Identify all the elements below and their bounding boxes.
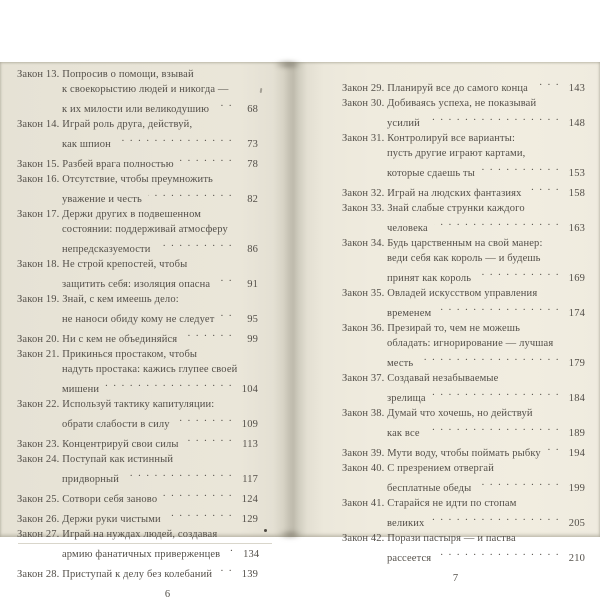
toc-entry: [342, 96, 585, 131]
entry-title-text: непредсказуемости: [62, 244, 151, 255]
toc-line: [17, 377, 258, 397]
entry-title-text: надуть простака: кажись глупее своей: [62, 364, 238, 375]
dot-leader: [220, 307, 233, 322]
law-label: Закон 42.: [342, 533, 388, 544]
dot-leader: [215, 97, 233, 112]
toc-entry: [17, 327, 258, 347]
toc-line: [17, 222, 258, 237]
entry-title-text: зрелища: [387, 393, 426, 404]
toc-line: [342, 336, 585, 351]
dot-leader: [432, 386, 560, 401]
dot-leader: [163, 487, 233, 502]
entry-title-text: С презрением отвергай: [387, 463, 494, 474]
entry-title-text: Прикинься простаком, чтобы: [62, 349, 198, 360]
entry-title-text: мишени: [62, 384, 100, 395]
spine-bottom-shadow: [278, 530, 302, 539]
toc-line: [342, 476, 585, 496]
page-ref: 124: [241, 494, 258, 505]
toc-line: [17, 347, 258, 362]
toc-line: [342, 546, 585, 566]
toc-entry: [342, 236, 585, 286]
toc-line: [17, 117, 258, 132]
toc-line: [17, 67, 258, 82]
entry-title-text: месть: [387, 358, 414, 369]
toc-line: [342, 111, 585, 131]
law-label: Закон 16.: [17, 174, 63, 185]
law-label: Закон 35.: [342, 288, 388, 299]
toc-entry: [342, 201, 585, 236]
toc-line: [17, 397, 258, 412]
entry-title-text: великих: [387, 518, 425, 529]
law-label: Закон 22.: [17, 399, 63, 410]
toc-line: [342, 286, 585, 301]
law-label: Закон 41.: [342, 498, 388, 509]
entry-title-text: уважение и честь: [62, 194, 142, 205]
dot-leader: [437, 301, 560, 316]
entry-title-text: обладать: игнорирование — лучшая: [387, 338, 554, 349]
page-ref: 169: [568, 273, 585, 284]
toc-entry: [342, 531, 585, 566]
toc-line: [17, 187, 258, 207]
toc-line: [342, 511, 585, 531]
entry-title-text: Добиваясь успеха, не показывай: [387, 98, 537, 109]
dot-leader: [105, 377, 233, 392]
page-ref: 179: [568, 358, 585, 369]
toc-line: [17, 452, 258, 467]
toc-line: [342, 96, 585, 111]
entry-title-text: к своекорыстию людей и никогда —: [62, 84, 229, 95]
dot-leader: [180, 152, 233, 167]
toc-line: [342, 216, 585, 236]
page-ref: 184: [568, 393, 585, 404]
toc-line: [342, 146, 585, 161]
law-label: Закон 33.: [342, 203, 388, 214]
page-ref: 174: [568, 308, 585, 319]
page-ref: 86: [247, 244, 258, 255]
toc-line: [17, 172, 258, 187]
toc-entry: [342, 181, 585, 201]
toc-line: [342, 181, 585, 201]
page-ref: 129: [241, 514, 258, 525]
toc-line: [17, 257, 258, 272]
law-label: Закон 32.: [342, 188, 388, 199]
page-ref: 109: [241, 419, 258, 430]
toc-entry: [342, 406, 585, 441]
law-label: Закон 38.: [342, 408, 388, 419]
toc-line: [17, 307, 258, 327]
left-page-toc: [17, 67, 258, 582]
law-label: Закон 13.: [17, 69, 63, 80]
dot-leader: [167, 507, 233, 522]
toc-line: [342, 421, 585, 441]
page-ref: 163: [568, 223, 585, 234]
page-ref: 78: [247, 159, 258, 170]
page-ref: 104: [241, 384, 258, 395]
toc-line: [17, 507, 258, 527]
dot-leader: [477, 266, 560, 281]
entry-title-text: усилий: [387, 118, 420, 129]
toc-entry: [342, 461, 585, 496]
page-ref: 210: [568, 553, 585, 564]
law-label: Закон 21.: [17, 349, 63, 360]
page-ref: 95: [247, 314, 258, 325]
entry-title-text: Мути воду, чтобы поймать рыбку: [387, 448, 541, 459]
entry-title-text: Играй на людских фантазиях: [387, 188, 522, 199]
entry-title-text: Старайся не идти по стопам: [387, 498, 517, 509]
toc-entry: [17, 397, 258, 432]
page-ref: 194: [568, 448, 585, 459]
entry-title-text: Знай, с кем имеешь дело:: [62, 294, 179, 305]
page-ref: 158: [568, 188, 585, 199]
entry-title-text: веди себя как король — и будешь: [387, 253, 541, 264]
toc-entry: [17, 257, 258, 292]
toc-entry: [17, 347, 258, 397]
toc-line: [17, 527, 258, 542]
toc-entry: [17, 207, 258, 257]
dot-leader: [434, 216, 560, 231]
entry-title-text: Играй роль друга, действуй,: [62, 119, 193, 130]
toc-entry: [342, 496, 585, 531]
toc-line: [342, 441, 585, 461]
page-ref: 189: [568, 428, 585, 439]
law-label: Закон 25.: [17, 494, 63, 505]
entry-title-text: Попросив о помощи, взывай: [62, 69, 194, 80]
entry-title-text: Презирай то, чем не можешь: [387, 323, 521, 334]
entry-title-text: принят как король: [387, 273, 472, 284]
entry-title-text: Играй на нуждах людей, создавая: [62, 529, 218, 540]
entry-title-text: Поступай как истинный: [62, 454, 174, 465]
dot-leader: [218, 562, 233, 577]
entry-title-text: Думай что хочешь, но действуй: [387, 408, 533, 419]
page-ref: 199: [568, 483, 585, 494]
page-ref: 73: [247, 139, 258, 150]
toc-entry: [342, 371, 585, 406]
toc-line: [342, 351, 585, 371]
entry-title-text: Контролируй все варианты:: [387, 133, 516, 144]
dot-leader: [185, 432, 233, 447]
entry-title-text: Не строй крепостей, чтобы: [62, 259, 188, 270]
toc-line: [17, 432, 258, 452]
entry-title-text: Ни с кем не объединяйся: [62, 334, 178, 345]
law-label: Закон 36.: [342, 323, 388, 334]
entry-title-text: временем: [387, 308, 432, 319]
toc-line: [342, 531, 585, 546]
entry-title-text: Держи других в подвешенном: [62, 209, 202, 220]
toc-entry: [17, 527, 258, 562]
dot-leader: [419, 351, 560, 366]
page-ref: 205: [568, 518, 585, 529]
toc-entry: [17, 562, 258, 582]
toc-line: [342, 496, 585, 511]
entry-title-text: обрати слабости в силу: [62, 419, 170, 430]
dot-leader: [117, 132, 233, 147]
law-label: Закон 27.: [17, 529, 63, 540]
toc-line: [342, 461, 585, 476]
entry-title-text: пусть другие играют картами,: [387, 148, 526, 159]
toc-line: [342, 321, 585, 336]
entry-title-text: придворный: [62, 474, 120, 485]
dot-leader: [426, 111, 560, 126]
entry-title-text: Создавай незабываемые: [387, 373, 499, 384]
toc-entry: [342, 76, 585, 96]
law-label: Закон 15.: [17, 159, 63, 170]
toc-entry: [342, 321, 585, 371]
entry-title-text: как все: [387, 428, 420, 439]
toc-entry: [342, 131, 585, 181]
toc-entry: [17, 452, 258, 487]
entry-title-text: Овладей искусством управления: [387, 288, 538, 299]
law-label: Закон 19.: [17, 294, 63, 305]
paper-speck: [260, 88, 263, 93]
entry-title-text: Отсутствие, чтобы преумножить: [62, 174, 213, 185]
toc-entry: [342, 286, 585, 321]
entry-title-text: Знай слабые струнки каждого: [387, 203, 525, 214]
page-ref: 113: [242, 439, 258, 450]
page-ref: 99: [247, 334, 258, 345]
dot-leader: [547, 441, 560, 456]
page-ref: 68: [247, 104, 258, 115]
entry-title-text: Используй тактику капитуляции:: [62, 399, 215, 410]
entry-title-text: человека: [387, 223, 428, 234]
toc-entry: [17, 172, 258, 207]
toc-line: [342, 266, 585, 286]
page-ref: 91: [247, 279, 258, 290]
toc-entry: [342, 441, 585, 461]
toc-entry: [17, 432, 258, 452]
paper-speck: [264, 529, 267, 532]
toc-line: [342, 406, 585, 421]
toc-line: [17, 292, 258, 307]
entry-title-text: как шпион: [62, 139, 111, 150]
page-ref: 139: [241, 569, 258, 580]
toc-line: [342, 161, 585, 181]
toc-line: [17, 207, 258, 222]
entry-title-text: армию фанатичных приверженцев: [62, 549, 221, 560]
toc-entry: [17, 292, 258, 327]
entry-title-text: защитить себя: изоляция опасна: [62, 279, 211, 290]
toc-line: [17, 542, 258, 562]
law-label: Закон 20.: [17, 334, 63, 345]
toc-line: [17, 327, 258, 347]
law-label: Закон 29.: [342, 83, 388, 94]
page-ref: 117: [242, 474, 258, 485]
entry-title-text: Приступай к делу без колебаний: [62, 569, 213, 580]
entry-title-text: Порази пастыря — и паства: [387, 533, 516, 544]
entry-title-text: бесплатные обеды: [387, 483, 472, 494]
entry-title-text: Планируй все до самого конца: [387, 83, 528, 94]
toc-line: [17, 562, 258, 582]
toc-line: [17, 487, 258, 507]
toc-line: [17, 82, 258, 97]
toc-line: [342, 251, 585, 266]
toc-line: [342, 76, 585, 96]
toc-line: [17, 132, 258, 152]
law-label: Закон 28.: [17, 569, 63, 580]
page-ref: 153: [568, 168, 585, 179]
law-label: Закон 17.: [17, 209, 63, 220]
dot-leader: [125, 467, 233, 482]
toc-line: [342, 131, 585, 146]
entry-title-text: к их милости или великодушию: [62, 104, 210, 115]
entry-title-text: Держи руки чистыми: [62, 514, 161, 525]
toc-line: [17, 152, 258, 172]
law-label: Закон 24.: [17, 454, 63, 465]
toc-entry: [17, 487, 258, 507]
entry-title-text: состоянии: поддерживай атмосферу: [62, 224, 228, 235]
dot-leader: [430, 511, 560, 526]
page-number-right: 7: [452, 573, 459, 584]
dot-leader: [148, 187, 233, 202]
page-number-left: 6: [164, 589, 171, 600]
toc-entry: [17, 507, 258, 527]
entry-title-text: Разбей врага полностью: [62, 159, 174, 170]
spine-top-shadow: [274, 60, 302, 69]
toc-line: [17, 467, 258, 487]
right-page: [342, 76, 585, 586]
dot-leader: [226, 542, 234, 557]
toc-line: [17, 362, 258, 377]
entry-title-text: Сотвори себя заново: [62, 494, 158, 505]
dot-leader: [183, 327, 233, 342]
law-label: Закон 37.: [342, 373, 388, 384]
toc-line: [342, 236, 585, 251]
toc-line: [17, 237, 258, 257]
toc-line: [342, 371, 585, 386]
law-label: Закон 40.: [342, 463, 388, 474]
toc-line: [342, 301, 585, 321]
toc-entry: [17, 67, 258, 117]
page-ref: 134: [243, 549, 260, 560]
toc-line: [342, 201, 585, 216]
law-label: Закон 31.: [342, 133, 388, 144]
book-spread: [0, 62, 600, 600]
dot-leader: [157, 237, 233, 252]
entry-title-text: Будь царственным на свой манер:: [387, 238, 543, 249]
page-ref: 148: [568, 118, 585, 129]
dot-leader: [481, 161, 560, 176]
toc-line: [342, 386, 585, 406]
entry-title-text: Концентрируй свои силы: [62, 439, 179, 450]
left-page: [17, 67, 258, 602]
dot-leader: [528, 181, 560, 196]
page-edge-line: [18, 543, 272, 544]
page-ref: 143: [568, 83, 585, 94]
law-label: Закон 14.: [17, 119, 63, 130]
entry-title-text: которые сдаешь ты: [387, 168, 475, 179]
law-label: Закон 39.: [342, 448, 388, 459]
entry-title-text: рассеется: [387, 553, 432, 564]
dot-leader: [176, 412, 233, 427]
dot-leader: [534, 76, 560, 91]
toc-entry: [17, 152, 258, 172]
law-label: Закон 23.: [17, 439, 63, 450]
dot-leader: [437, 546, 560, 561]
law-label: Закон 18.: [17, 259, 63, 270]
page-ref: 82: [247, 194, 258, 205]
toc-line: [17, 412, 258, 432]
toc-entry: [17, 117, 258, 152]
dot-leader: [426, 421, 560, 436]
toc-line: [17, 272, 258, 292]
dot-leader: [216, 272, 233, 287]
toc-line: [17, 97, 258, 117]
right-page-toc: [342, 76, 585, 566]
dot-leader: [477, 476, 560, 491]
entry-title-text: не наноси обиду кому не следует: [62, 314, 215, 325]
law-label: Закон 30.: [342, 98, 388, 109]
law-label: Закон 26.: [17, 514, 63, 525]
law-label: Закон 34.: [342, 238, 388, 249]
